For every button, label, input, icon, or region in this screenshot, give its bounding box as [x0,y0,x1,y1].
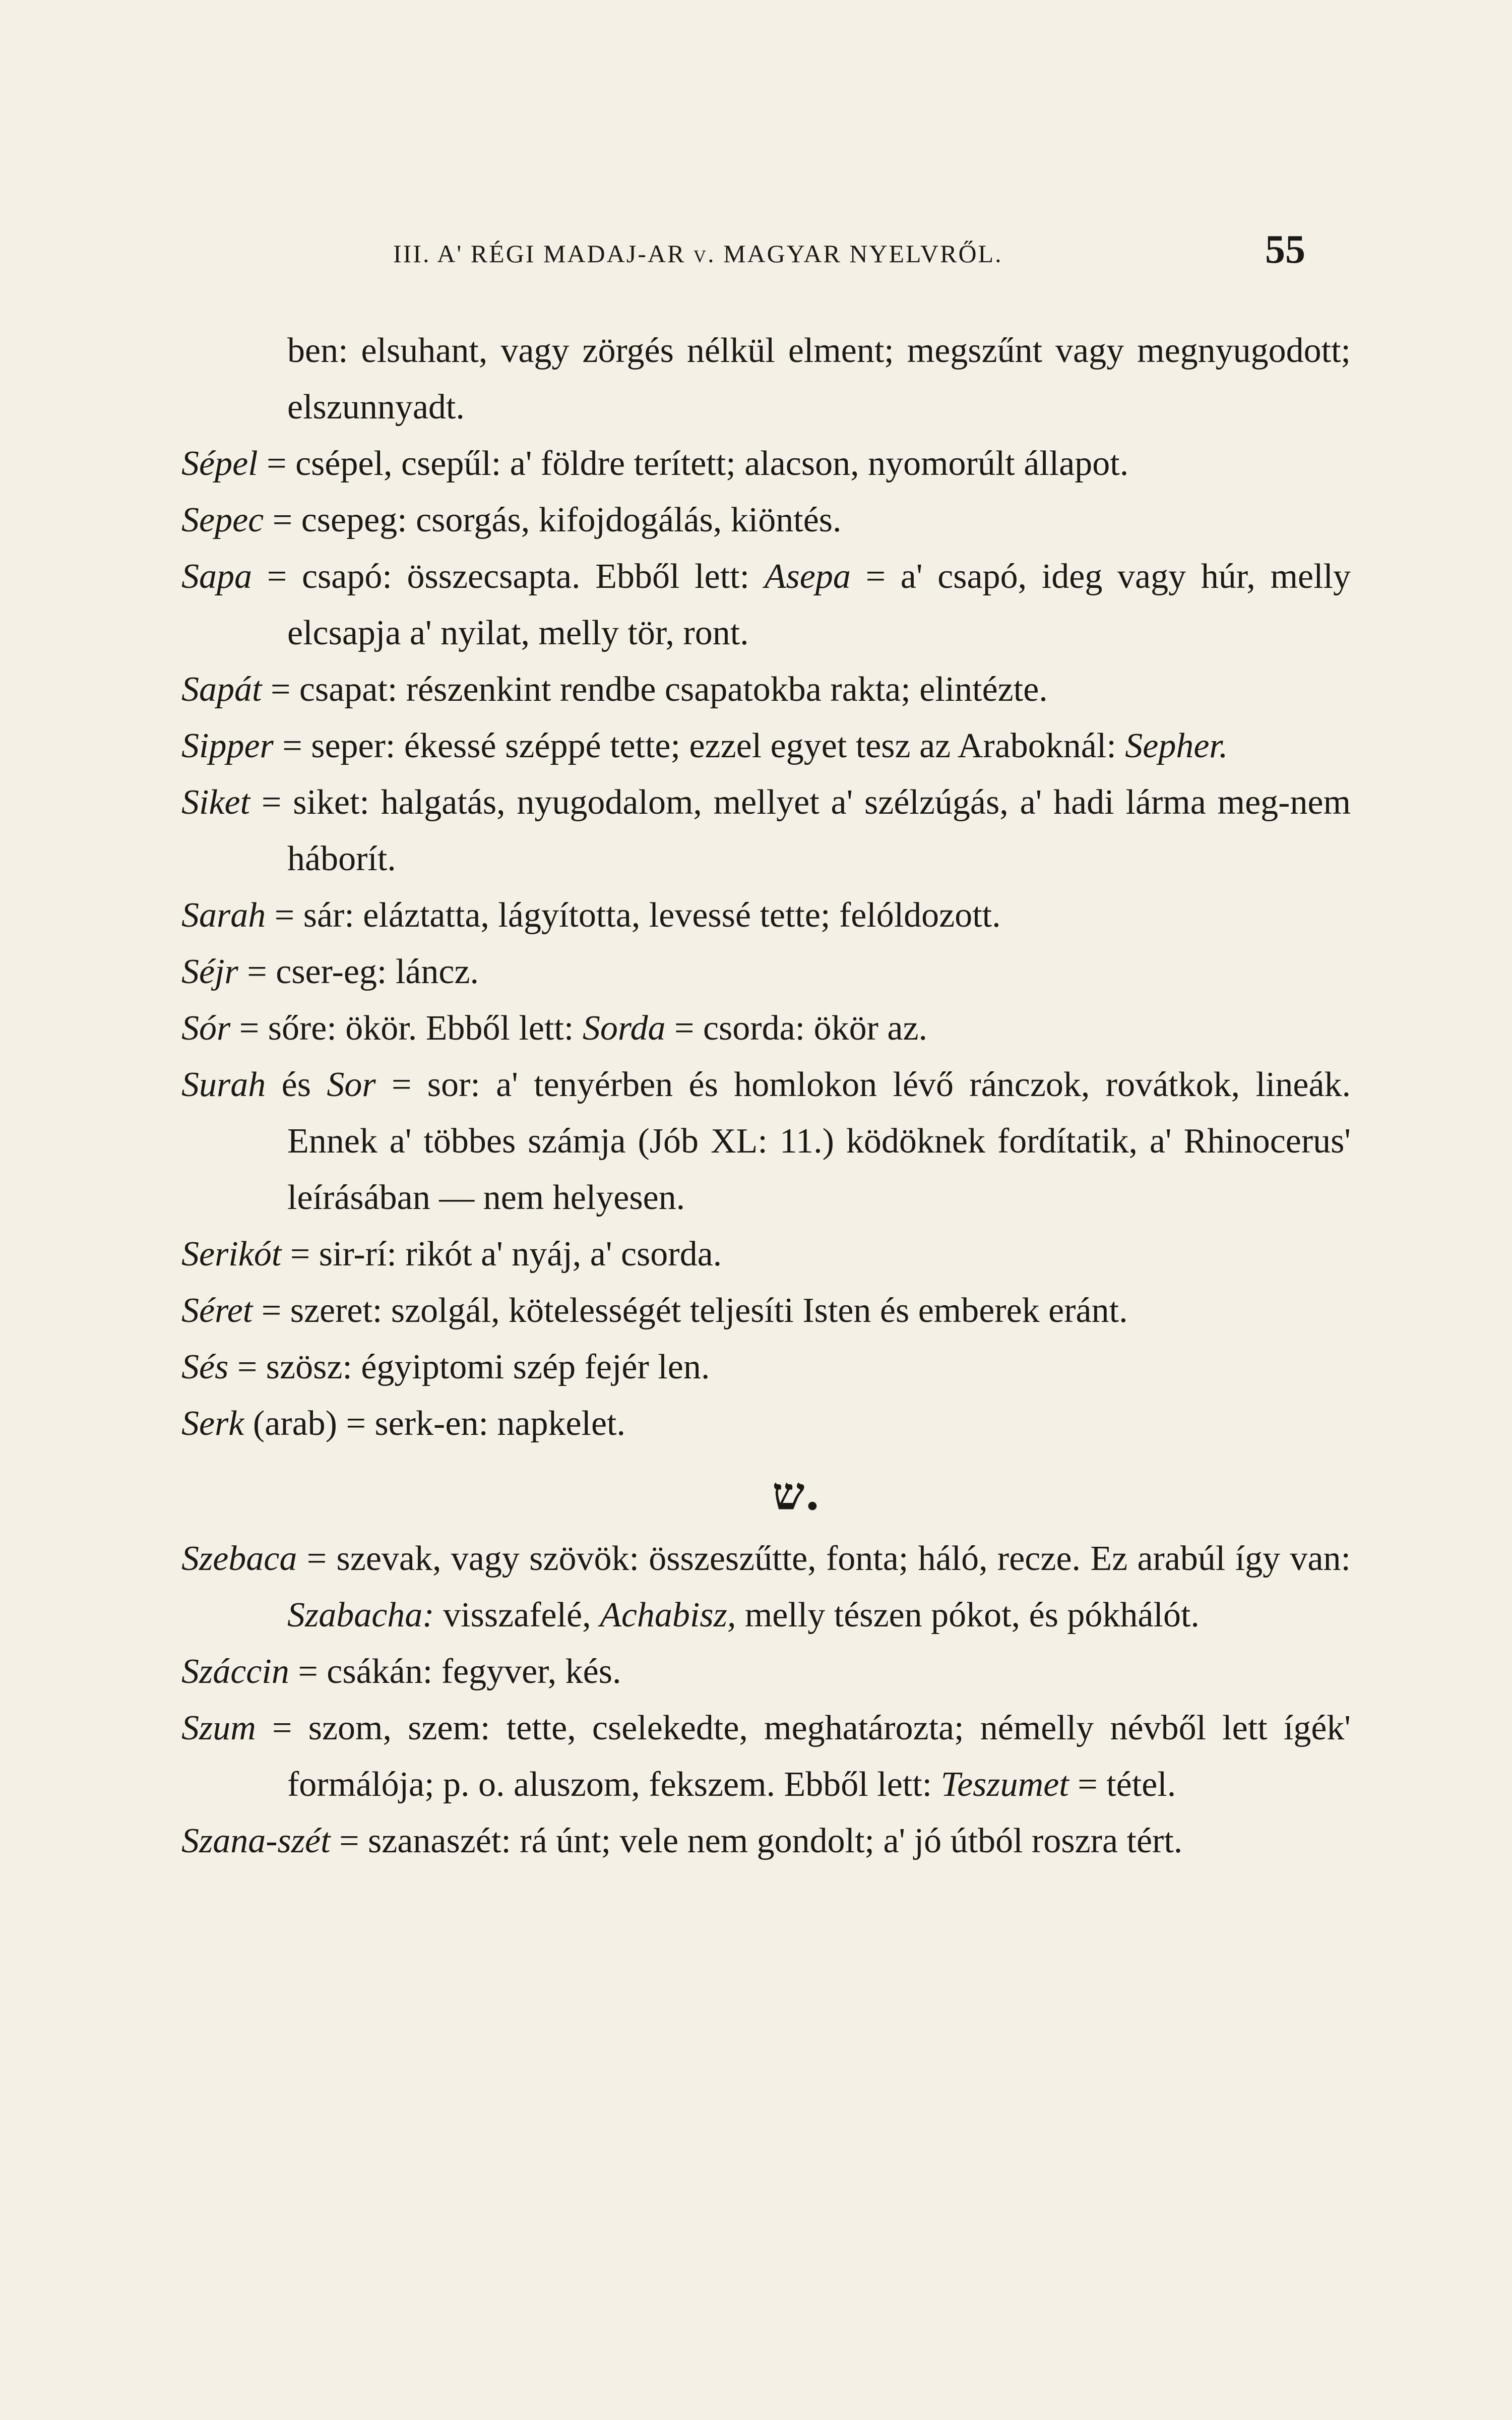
italic-term: Szabacha: [287,1596,434,1635]
entry-sepec: Sepec = csepeg: csorgás, kifojdogálás, kiöntés. [181,501,842,539]
headword: Surah [181,1065,266,1104]
headword: Sapát [181,670,262,709]
headword: Szana-szét [181,1822,331,1860]
running-title: III. A' RÉGI MADAJ-AR v. MAGYAR NYELVRŐL. [393,239,1003,268]
entry-continuation: ben: elsuhant, vagy zörgés nélkül elment; megszűnt vagy megnyugodott; elszunnyadt. [287,331,1351,427]
page-number: 55 [1265,227,1305,272]
italic-term: Asepa [764,557,851,596]
entry-szebaca: Szebaca = szevak, vagy szövök: összeszűtte, fonta; háló, recze. Ez arabúl így van: Szabacha: visszafelé, Achabisz, melly tészen pókot, és pókhálót. [181,1539,1351,1635]
headword: Sipper [181,727,274,765]
entry-sepel: Sépel = csépel, csepűl: a' földre terített; alacson, nyomorúlt állapot. [181,444,1129,483]
headword: Sés [181,1348,229,1386]
entry-szaccin: Száccin = csákán: fegyver, kés. [181,1652,621,1691]
italic-term: Achabisz, [600,1596,736,1635]
entry-surah: Surah és Sor = sor: a' tenyérben és homlokon lévő ránczok, rovátkok, lineák. Ennek a' többes számja (Jób XL: 11.) ködöknek fordítatik, a' Rhinocerus' leírásában — nem helyesen. [181,1065,1351,1217]
headword: Szum [181,1709,256,1747]
entry-sapa: Sapa = csapó: összecsapta. Ebből lett: Asepa = a' csapó, ideg vagy húr, melly elcsapja a' nyilat, melly tör, ront. [181,557,1351,652]
headword: Sépel [181,444,258,483]
entry-sarah: Sarah = sár: eláztatta, lágyította, levessé tette; felóldozott. [181,896,1001,935]
entry-sipper: Sipper = seper: ékessé széppé tette; ezzel egyet tesz az Araboknál: Sepher. [181,727,1228,765]
headword: Sapa [181,557,252,596]
entry-serikot: Serikót = sir-rí: rikót a' nyáj, a' csorda. [181,1235,722,1274]
entry-sejr: Séjr = cser-eg: láncz. [181,952,479,991]
entry-sor: Sór = sőre: ökör. Ebből lett: Sorda = csorda: ökör az. [181,1009,928,1048]
entry-serk: Serk (arab) = serk-en: napkelet. [181,1404,625,1443]
headword: Serk [181,1404,244,1443]
headword: Száccin [181,1652,289,1691]
italic-term: Sepher. [1125,727,1228,765]
entry-szana-szet: Szana-szét = szanaszét: rá únt; vele nem gondolt; a' jó útból roszra tért. [181,1822,1183,1860]
running-header [393,227,1305,287]
italic-term: Sor [327,1065,376,1104]
entry-seret: Séret = szeret: szolgál, kötelességét teljesíti Isten és emberek eránt. [181,1291,1128,1330]
section-letter: ש. [772,1467,821,1521]
headword: Sarah [181,896,266,935]
italic-term: Sorda [582,1009,666,1048]
headword: Sór [181,1009,231,1048]
headword: Serikót [181,1235,282,1274]
entry-szum: Szum = szom, szem: tette, cselekedte, meghatározta; némelly névből lett ígék' formálója; p. o. aluszom, fekszem. Ebből lett: Teszumet = tétel. [181,1709,1351,1804]
headword: Séret [181,1291,253,1330]
entry-sapat: Sapát = csapat: részenkint rendbe csapatokba rakta; elintézte. [181,670,1048,709]
entry-siket: Siket = siket: halgatás, nyugodalom, mellyet a' szélzúgás, a' hadi lárma meg-nem háborít. [181,783,1351,878]
headword: Sepec [181,501,264,539]
headword: Szebaca [181,1539,297,1578]
headword: Séjr [181,952,238,991]
headword: Siket [181,783,250,822]
italic-term: Teszumet [940,1765,1069,1804]
dictionary-entries [181,323,1351,1869]
entry-ses: Sés = szösz: égyiptomi szép fejér len. [181,1348,710,1386]
